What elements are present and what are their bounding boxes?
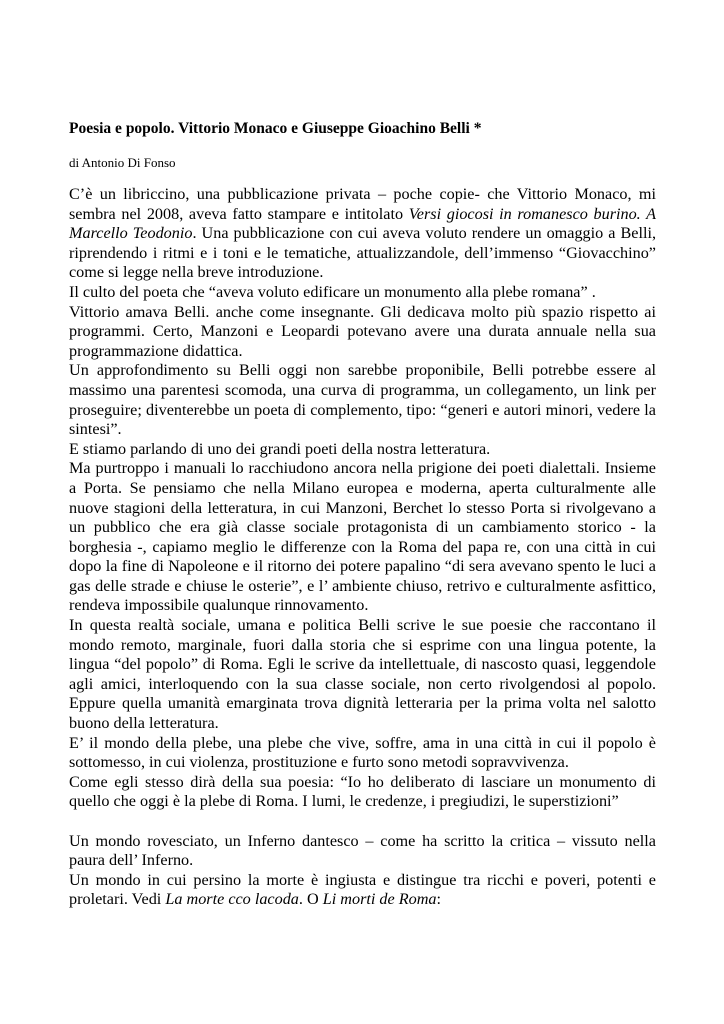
author-byline: di Antonio Di Fonso bbox=[69, 155, 176, 170]
paragraph: Il culto del poeta che “aveva voluto edificare un monumento alla plebe romana” . bbox=[69, 282, 596, 301]
paragraph: Come egli stesso dirà della sua poesia: “Io ho deliberato di lasciare un monumento di quello che oggi è la plebe di Roma. I lumi, le credenze, i pregiudizi, le superstizioni” bbox=[69, 772, 656, 811]
paragraph: Ma purtroppo i manuali lo racchiudono ancora nella prigione dei poeti dialettali. Insieme a Porta. Se pensiamo che nella Milano europea e moderna, aperta culturalmente alle nuove stagioni della letteratura, in cui Manzoni, Berchet lo stesso Porta si rivolgevano a un pubblico che era già classe sociale protagonista di un cambiamento storico - la borghesia -, capiamo meglio le differenze con la Roma del papa re, con una città in cui dopo la fine di Napoleone e il ritorno dei potere papalino “di sera avevano spento le luci a gas delle strade e chiuse le osterie”, e l’ ambiente chiuso, retrivo e culturalmente asfittico, rendeva impossibile qualunque rinnovamento. bbox=[69, 459, 656, 615]
paragraph: Vittorio amava Belli. anche come insegnante. Gli dedicava molto più spazio rispetto ai programmi. Certo, Manzoni e Leopardi potevano avere una durata annuale nella sua programmazione didattica. bbox=[69, 302, 656, 360]
book-title: Versi giocosi in romanesco burino. A Marcello Teodonio bbox=[69, 204, 656, 243]
poem-title: Li morti de Roma bbox=[322, 890, 437, 909]
paragraph: Un mondo rovesciato, un Inferno dantesco – come ha scritto la critica – vissuto nella paura dell’ Inferno. bbox=[69, 831, 656, 870]
document-body bbox=[69, 185, 656, 910]
document-page bbox=[69, 119, 656, 910]
poem-title: La morte cco lacoda bbox=[165, 890, 299, 909]
paragraph-text: Un mondo in cui persino la morte è ingiusta e distingue tra ricchi e poveri, potenti e proletari. Vedi bbox=[69, 870, 656, 909]
document-title: Poesia e popolo. Vittorio Monaco e Giuseppe Gioachino Belli * bbox=[69, 120, 482, 137]
paragraph: E stiamo parlando di uno dei grandi poeti della nostra letteratura. bbox=[69, 439, 491, 458]
paragraph-text: : bbox=[436, 890, 441, 909]
paragraph-text: . O bbox=[298, 890, 323, 909]
paragraph: Un approfondimento su Belli oggi non sarebbe proponibile, Belli potrebbe essere al massimo una parentesi scomoda, una curva di programma, un collegamento, un link per proseguire; diventerebbe un poeta di complemento, tipo: “generi e autori minori, vedere la sintesi”. bbox=[69, 361, 656, 439]
paragraph bbox=[69, 185, 656, 283]
paragraph: E’ il mondo della plebe, una plebe che vive, soffre, ama in una città in cui il popolo è sottomesso, in cui violenza, prostituzione e furto sono metodi sopravvivenza. bbox=[69, 733, 656, 772]
paragraph bbox=[69, 871, 656, 910]
paragraph-text: C’è un libriccino, una pubblicazione privata – poche copie- che Vittorio Monaco, mi sembra nel 2008, aveva fatto stampare e intitolato bbox=[69, 185, 656, 223]
paragraph: In questa realtà sociale, umana e politica Belli scrive le sue poesie che raccontano il mondo remoto, marginale, fuori dalla storia che si esprime con una lingua potente, la lingua “del popolo” di Roma. Egli le scrive da intellettuale, di nascosto quasi, leggendole agli amici, interloquendo con la sua classe sociale, non certo rivolgendosi al popolo. Eppure quella umanità emarginata trova dignità letteraria per la prima volta nel salotto buono della letteratura. bbox=[69, 616, 656, 733]
paragraph-text: . Una pubblicazione con cui aveva voluto rendere un omaggio a Belli, riprendendo i ritmi e i toni e le tematiche, attualizzandole, dell’immenso “Giovacchino” come si legge nella breve introduzione. bbox=[69, 224, 657, 282]
